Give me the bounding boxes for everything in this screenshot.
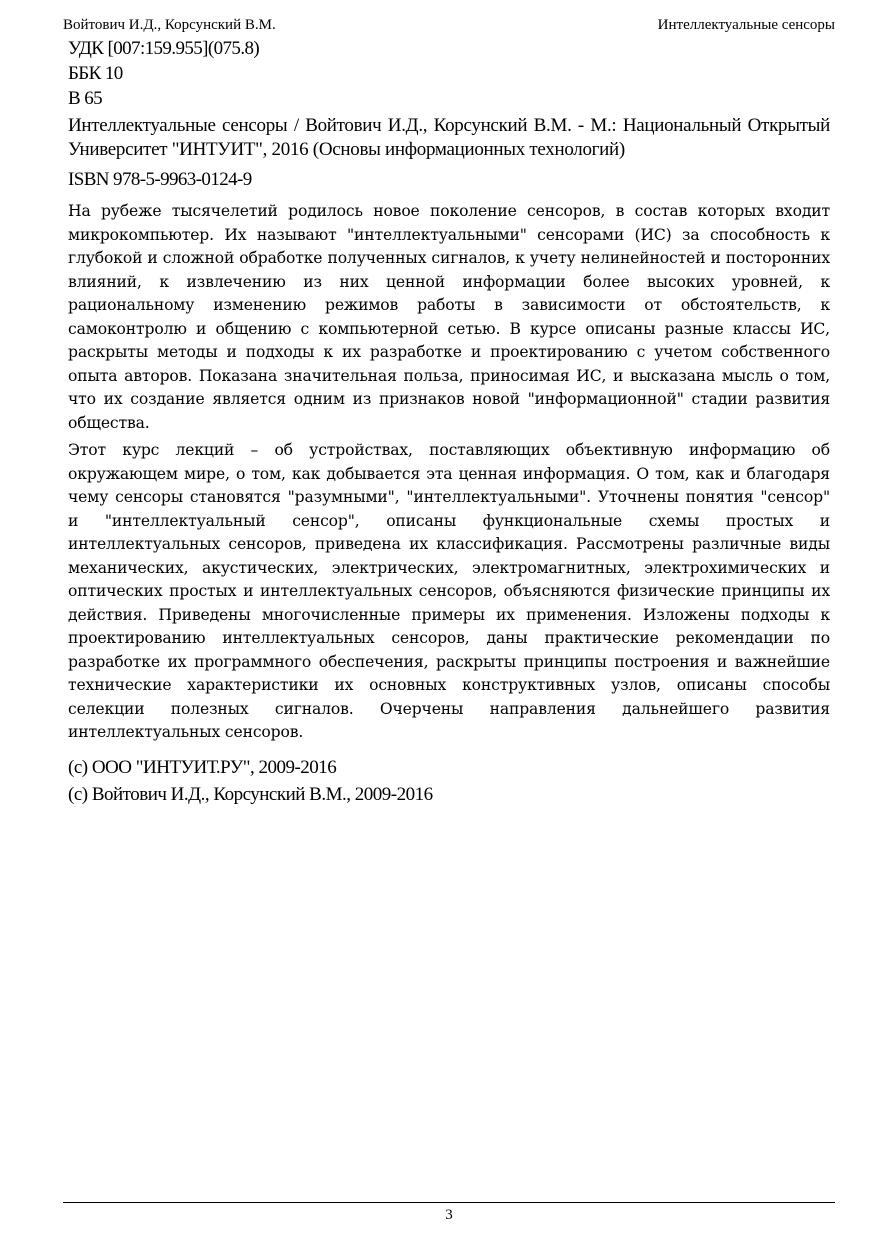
header-book-title: Интеллектуальные сенсоры xyxy=(657,17,835,33)
footer-divider xyxy=(63,1202,835,1203)
isbn: ISBN 978-5-9963-0124-9 xyxy=(68,169,252,190)
bibliographic-citation: Интеллектуальные сенсоры / Войтович И.Д., Корсунский В.М. - М.: Национальный Открытый Университет "ИНТУИТ", 2016 (Основы информационных технологий) xyxy=(68,115,830,160)
page-content xyxy=(68,36,830,808)
header-authors: Войтович И.Д., Корсунский В.М. xyxy=(63,17,276,33)
copyright-authors: (c) Войтович И.Д., Корсунский В.М., 2009-2016 xyxy=(68,783,433,805)
abstract-paragraph-2: Этот курс лекций – об устройствах, поставляющих объективную информацию об окружающем мире, о том, как добывается эта ценная информация. О том, как и благодаря чему сенсоры становятся "разумными", "интеллектуальными". Уточнены понятия "сенсор" и "интеллектуальный сенсор", описаны функциональные схемы простых и интеллектуальных сенсоров, приведена их классификация. Рассмотрены различные виды механических, акустических, электрических, электромагнитных, электрохимических и оптических простых и интеллектуальных сенсоров, объясняются физические принципы их действия. Приведены многочисленные примеры их применения. Изложены подходы к проектированию интеллектуальных сенсоров, даны практические рекомендации по разработке их программного обеспечения, раскрыты принципы построения и важнейшие технические характеристики их основных конструктивных узлов, описаны способы селекции полезных сигналов. Очерчены направления дальнейшего развития интеллектуальных сенсоров. xyxy=(68,441,830,741)
copyright-publisher: (c) ООО "ИНТУИТ.РУ", 2009-2016 xyxy=(68,756,337,778)
page-number: 3 xyxy=(445,1207,453,1223)
author-mark: В 65 xyxy=(68,88,103,109)
bbk-code: ББК 10 xyxy=(68,63,123,84)
abstract-paragraph-1: На рубеже тысячелетий родилось новое поколение сенсоров, в состав которых входит микрокомпьютер. Их называют "интеллектуальными" сенсорами (ИС) за способность к глубокой и сложной обработке полученных сигналов, к учету нелинейностей и посторонних влияний, к извлечению из них ценной информации более высоких уровней, к рациональному изменению режимов работы в зависимости от обстоятельств, к самоконтролю и общению с компьютерной сетью. В курсе описаны разные классы ИС, раскрыты методы и подходы к их разработке и проектированию с учетом собственного опыта авторов. Показана значительная польза, приносимая ИС, и высказана мысль о том, что их создание является одним из признаков новой "информационной" стадии развития общества. xyxy=(68,202,830,432)
udk-code: УДК [007:159.955](075.8) xyxy=(68,38,260,59)
running-header xyxy=(63,14,835,36)
